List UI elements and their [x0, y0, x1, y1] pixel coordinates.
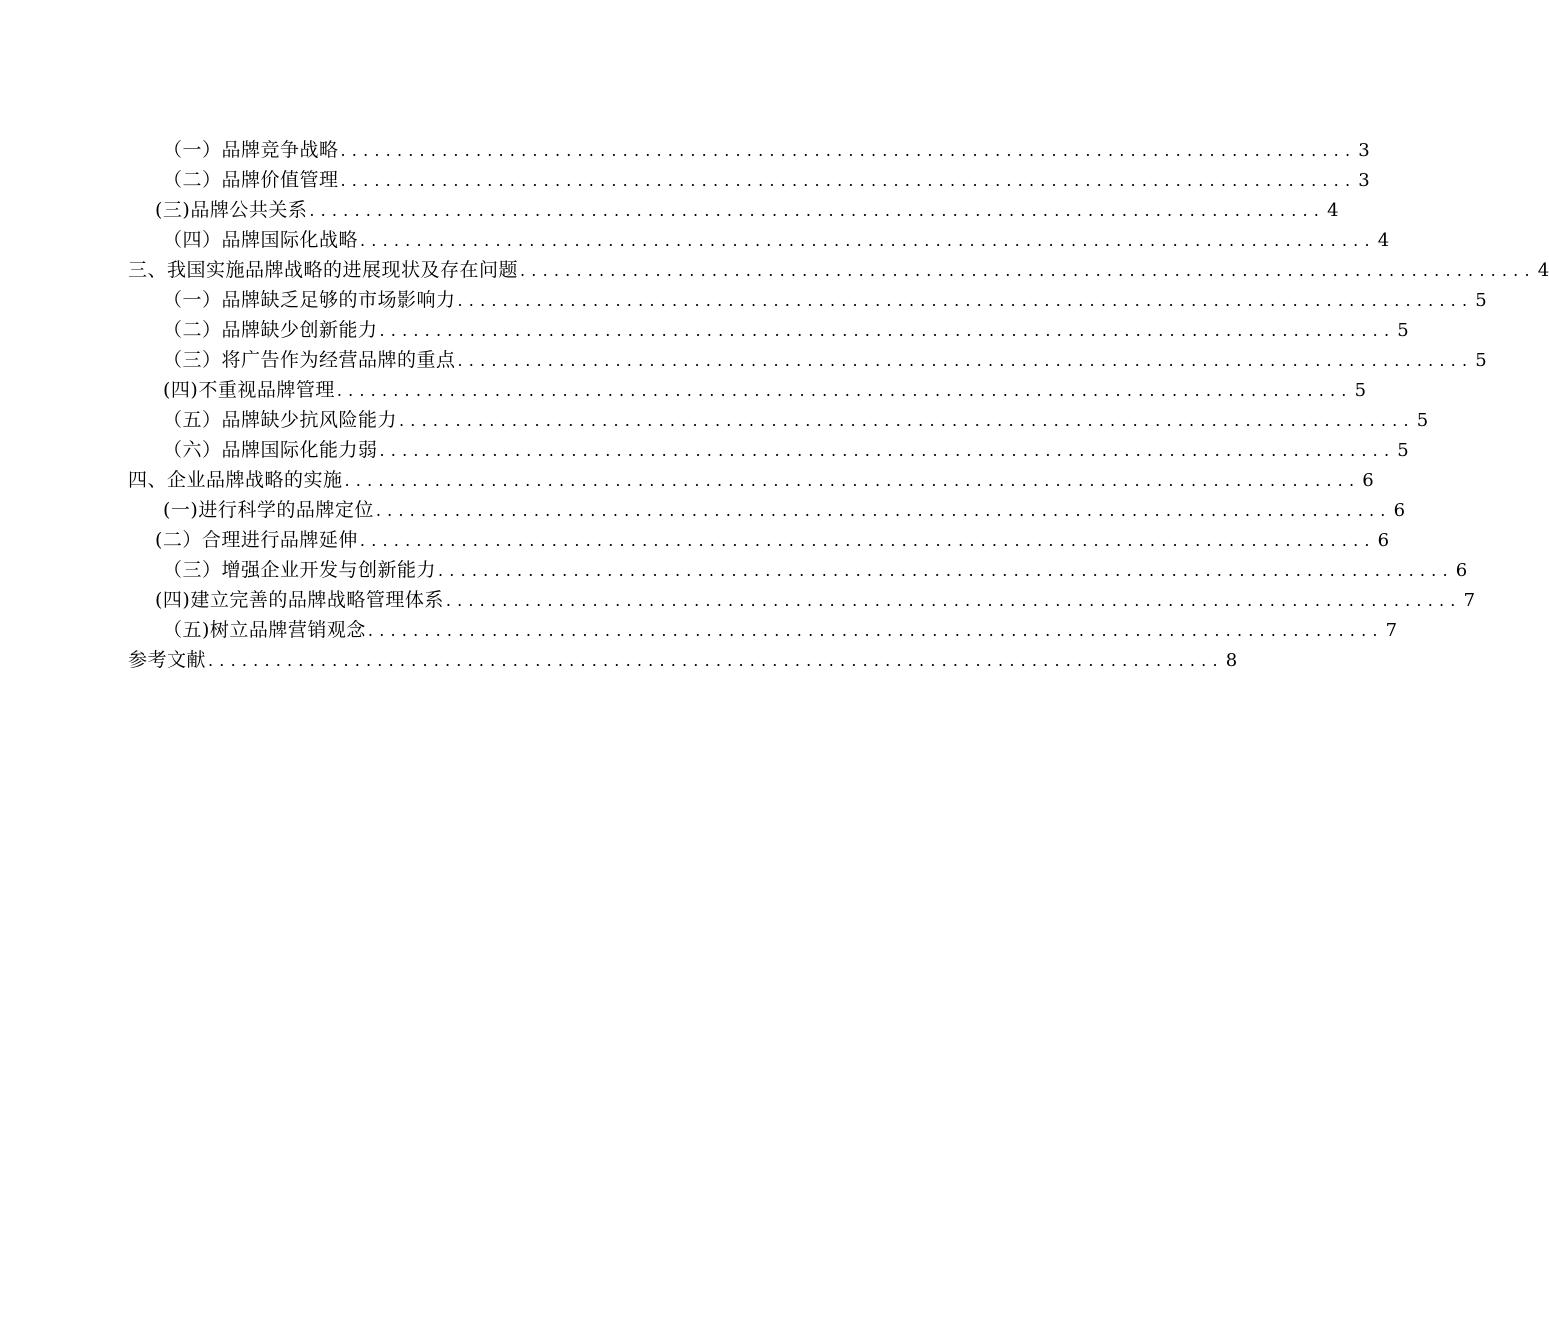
toc-entry[interactable]: [163, 135, 1370, 165]
toc-leader-dots: ..........................................................................................: [379, 321, 1396, 340]
toc-page-number: 8: [1225, 650, 1238, 671]
toc-page-number: 7: [1385, 620, 1398, 641]
toc-leader-dots: ..........................................................................................: [344, 471, 1361, 490]
toc-leader-dots: ..........................................................................................: [208, 651, 1224, 670]
toc-page-number: 5: [1397, 440, 1409, 461]
toc-entry-title: (一)进行科学的品牌定位: [163, 499, 374, 521]
toc-entry-title: 三、我国实施品牌战略的进展现状及存在问题: [128, 259, 519, 281]
toc-page-number: 4: [1327, 200, 1339, 221]
toc-entry[interactable]: [155, 195, 1339, 225]
toc-leader-dots: ..........................................................................................: [340, 141, 1357, 160]
toc-leader-dots: ..........................................................................................: [399, 411, 1415, 430]
toc-entry[interactable]: [128, 465, 1374, 495]
toc-entry[interactable]: [155, 585, 1476, 615]
toc-leader-dots: ..........................................................................................: [340, 171, 1357, 190]
toc-page-number: 7: [1463, 590, 1476, 611]
toc-entry[interactable]: [128, 255, 1549, 285]
toc-entry-title: （一）品牌缺乏足够的市场影响力: [163, 289, 456, 311]
toc-entry-title: （四）品牌国际化战略: [163, 229, 359, 251]
toc-entry-title: (三)品牌公共关系: [155, 199, 308, 221]
toc-entry[interactable]: [163, 345, 1487, 375]
toc-leader-dots: ..........................................................................................: [379, 441, 1396, 460]
toc-entry[interactable]: [163, 375, 1367, 405]
toc-page-number: 5: [1354, 380, 1367, 401]
toc-page-number: 4: [1537, 260, 1549, 281]
toc-entry-title: 参考文献: [128, 649, 207, 671]
toc-leader-dots: ..........................................................................................: [359, 531, 1376, 550]
toc-leader-dots: ..........................................................................................: [457, 351, 1474, 370]
toc-entry-title: (二）合理进行品牌延伸: [155, 529, 358, 551]
toc-entry[interactable]: [163, 435, 1409, 465]
toc-page-number: 6: [1377, 530, 1390, 551]
toc-entry-title: （六）品牌国际化能力弱: [163, 439, 378, 461]
toc-page-number: 3: [1358, 170, 1370, 191]
toc-leader-dots: ..........................................................................................: [360, 231, 1376, 250]
toc-entry[interactable]: [155, 525, 1390, 555]
toc-leader-dots: ..........................................................................................: [309, 201, 1326, 220]
toc-entry[interactable]: [163, 225, 1390, 255]
toc-page-number: 5: [1475, 290, 1487, 311]
toc-entry-title: (四)不重视品牌管理: [163, 379, 335, 401]
toc-leader-dots: ..........................................................................................: [520, 261, 1536, 280]
toc-leader-dots: ..........................................................................................: [438, 561, 1454, 580]
toc-entry[interactable]: [163, 495, 1406, 525]
toc-leader-dots: ..........................................................................................: [375, 501, 1392, 520]
toc-entry[interactable]: [163, 285, 1487, 315]
toc-entry-title: （一）品牌竞争战略: [163, 139, 339, 161]
toc-entry-title: （三）将广告作为经营品牌的重点: [163, 349, 456, 371]
toc-leader-dots: ..........................................................................................: [367, 621, 1384, 640]
toc-entry[interactable]: [163, 405, 1429, 435]
toc-entry[interactable]: [163, 315, 1409, 345]
toc-page-number: 6: [1455, 560, 1468, 581]
toc-entry-title: （三）增强企业开发与创新能力: [163, 559, 437, 581]
toc-entry-title: (四)建立完善的品牌战略管理体系: [155, 589, 444, 611]
toc-entry[interactable]: [128, 645, 1238, 675]
toc-entry-title: （二）品牌价值管理: [163, 169, 339, 191]
toc-page-number: 3: [1358, 140, 1370, 161]
toc-entry-title: （五)树立品牌营销观念: [163, 619, 366, 641]
toc-entry-title: 四、企业品牌战略的实施: [128, 469, 343, 491]
toc-entry-title: （五）品牌缺少抗风险能力: [163, 409, 398, 431]
toc-entry[interactable]: [163, 165, 1370, 195]
toc-entry[interactable]: [163, 615, 1398, 645]
toc-leader-dots: ..........................................................................................: [336, 381, 1353, 400]
toc-entry-title: （二）品牌缺少创新能力: [163, 319, 378, 341]
toc-page-number: 4: [1377, 230, 1390, 251]
toc-page-number: 5: [1397, 320, 1409, 341]
toc-page-number: 6: [1393, 500, 1406, 521]
toc-page-number: 5: [1416, 410, 1429, 431]
toc-entry[interactable]: [163, 555, 1468, 585]
toc-leader-dots: ..........................................................................................: [457, 291, 1474, 310]
toc-page-number: 6: [1362, 470, 1374, 491]
toc-page-number: 5: [1475, 350, 1487, 371]
toc-leader-dots: ..........................................................................................: [445, 591, 1462, 610]
